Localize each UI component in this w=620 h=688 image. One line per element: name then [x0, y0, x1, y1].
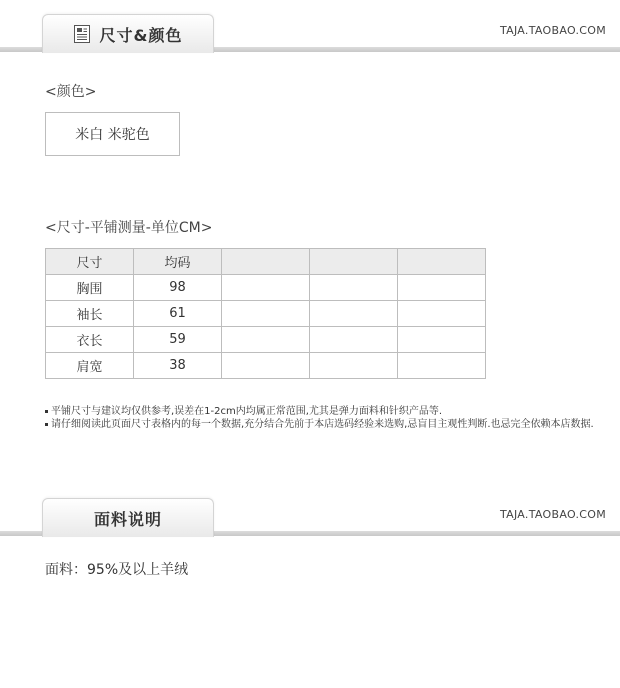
table-cell [398, 275, 486, 301]
table-header-cell: 均码 [134, 249, 222, 275]
table-row [46, 275, 486, 301]
table-cell [398, 301, 486, 327]
color-value-box: 米白 米驼色 [45, 112, 180, 156]
section-title: 面料说明 [93, 509, 162, 529]
table-cell [222, 301, 310, 327]
table-header-cell [398, 249, 486, 275]
table-cell: 59 [134, 327, 222, 353]
notes [45, 405, 605, 431]
table-header-cell: 尺寸 [46, 249, 134, 275]
table-cell: 胸围 [46, 275, 134, 301]
table-cell [310, 275, 398, 301]
table-row [46, 353, 486, 379]
note-item: 平铺尺寸与建议均仅供参考,误差在1-2cm内均属正常范围,尤其是弹力面料和针织产品等. [45, 405, 605, 418]
color-label: <颜色> [45, 84, 97, 100]
table-header-cell [310, 249, 398, 275]
table-header-cell [222, 249, 310, 275]
table-cell [310, 301, 398, 327]
fabric-description: 面料：95%及以上羊绒 [45, 562, 189, 578]
header-tab [42, 14, 214, 53]
table-row [46, 301, 486, 327]
size-label: <尺寸-平铺测量-单位CM> [45, 220, 213, 236]
table-cell [310, 353, 398, 379]
table-cell: 61 [134, 301, 222, 327]
table-cell [398, 327, 486, 353]
table-cell: 38 [134, 353, 222, 379]
table-cell: 袖长 [46, 301, 134, 327]
header-tab [42, 498, 214, 537]
section-header-size-color [0, 14, 620, 54]
table-cell: 衣长 [46, 327, 134, 353]
table-cell [222, 327, 310, 353]
section-title: 尺寸&颜色 [99, 25, 183, 45]
table-cell [222, 275, 310, 301]
site-url: TAJA.TAOBAO.COM [499, 508, 606, 521]
note-item: 请仔细阅读此页面尺寸表格内的每一个数据,充分结合先前于本店选码经验来选购,忌盲目主观性判断.也忌完全依赖本店数据. [45, 418, 605, 431]
section-header-fabric [0, 498, 620, 538]
table-cell [310, 327, 398, 353]
table-cell: 98 [134, 275, 222, 301]
table-cell [222, 353, 310, 379]
site-url: TAJA.TAOBAO.COM [499, 24, 606, 37]
document-icon [74, 25, 90, 43]
table-cell [398, 353, 486, 379]
table-header-row [46, 249, 486, 275]
table-row [46, 327, 486, 353]
table-cell: 肩宽 [46, 353, 134, 379]
size-table [45, 248, 486, 379]
